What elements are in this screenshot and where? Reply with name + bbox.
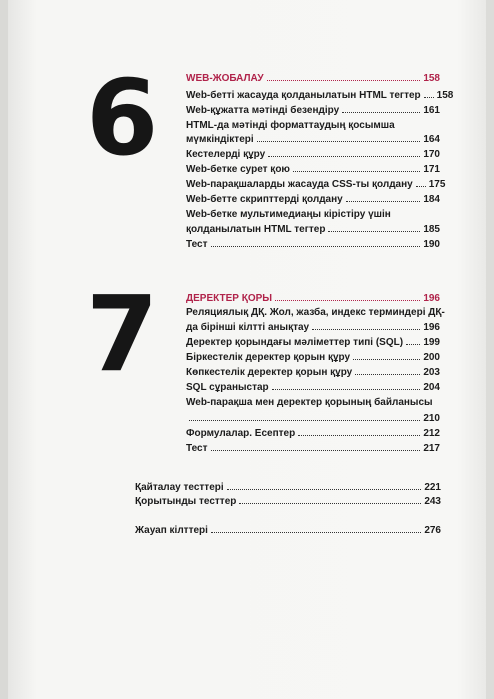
chapter-number-6: 6 xyxy=(86,57,159,179)
toc-entry-page: 210 xyxy=(423,413,440,424)
chapter-7-page: 196 xyxy=(423,293,440,304)
toc-entry-title-line1: Реляциялық ДҚ. Жол, жазба, индекс терминдері ДҚ- xyxy=(186,307,445,318)
toc-entry-page: 204 xyxy=(423,382,440,393)
toc-entry-page: 158 xyxy=(436,90,454,101)
leader-dots xyxy=(298,435,420,436)
leader-dots xyxy=(267,80,421,81)
toc-entry xyxy=(186,239,440,250)
chapter-6-title: WEB-ЖОБАЛАУ xyxy=(186,73,264,84)
leader-dots xyxy=(211,450,421,451)
toc-entry xyxy=(186,322,440,333)
chapter-7-title: ДЕРЕКТЕР ҚОРЫ xyxy=(186,293,273,304)
toc-entry-page: 170 xyxy=(423,149,440,160)
toc-entry xyxy=(186,337,440,348)
toc-entry-page: 184 xyxy=(423,194,440,205)
toc-entry xyxy=(186,413,440,424)
appendix-entry xyxy=(135,496,441,507)
appendix-entry-title: Жауап кілттері xyxy=(135,525,208,536)
toc-entry xyxy=(186,224,440,235)
toc-entry-page: 171 xyxy=(423,164,440,175)
toc-entry-title: Тест xyxy=(186,443,208,454)
toc-entry-title-line1: Web-бетке мультимедиаңы кірістіру үшін xyxy=(186,209,391,220)
chapter-6-page: 158 xyxy=(423,73,440,84)
toc-entry-title: Web-бетте скрипттерді қолдану xyxy=(186,194,343,205)
toc-entry xyxy=(186,194,440,205)
toc-entry-title: қолданылатын HTML тегтер xyxy=(186,224,326,235)
leader-dots xyxy=(355,374,420,375)
toc-entry-page: 199 xyxy=(423,337,440,348)
appendix-entry-page: 243 xyxy=(424,496,441,507)
toc-entry-title: мүмкіндіктері xyxy=(186,134,254,145)
leader-dots xyxy=(353,359,420,360)
appendix-entry-page: 221 xyxy=(424,482,441,493)
toc-entry-page: 217 xyxy=(423,443,440,454)
toc-entry-page: 200 xyxy=(423,352,440,363)
appendix-entry-page: 276 xyxy=(424,525,441,536)
appendix-entry xyxy=(135,482,441,493)
toc-entry xyxy=(186,443,440,454)
toc-entry-title-line1: HTML-да мәтінді форматтаудың қосымша xyxy=(186,120,395,131)
toc-entry xyxy=(186,428,440,439)
toc-entry xyxy=(186,164,440,175)
toc-entry xyxy=(186,105,440,116)
toc-entry-page: 185 xyxy=(423,224,440,235)
toc-entry-title: Көпкестелік деректер қорын құру xyxy=(186,367,353,378)
toc-entry-title: Кестелерді құру xyxy=(186,149,266,160)
toc-entry xyxy=(186,352,440,363)
toc-entry-title: Деректер қорындағы мәліметтер типі (SQL) xyxy=(186,337,404,348)
toc-entry-title: Формулалар. Есептер xyxy=(186,428,296,439)
chapter-number-7: 7 xyxy=(86,273,159,395)
leader-dots xyxy=(272,389,421,390)
chapter-7-heading xyxy=(186,293,440,304)
toc-entry-page: 196 xyxy=(423,322,440,333)
leader-dots xyxy=(211,532,421,533)
appendix-entry xyxy=(135,525,441,536)
toc-entry-page: 175 xyxy=(428,179,446,190)
toc-entry-page: 164 xyxy=(423,134,440,145)
leader-dots xyxy=(189,420,420,421)
leader-dots xyxy=(227,489,422,490)
leader-dots xyxy=(312,329,420,330)
toc-entry-title: Тест xyxy=(186,239,208,250)
appendix-entry-title: Қайталау тесттері xyxy=(135,482,224,493)
page-shadow-left xyxy=(0,0,8,699)
leader-dots xyxy=(211,246,421,247)
page-shadow-right xyxy=(486,0,494,699)
leader-dots xyxy=(257,141,421,142)
toc-entry-title: SQL сұраныстар xyxy=(186,382,269,393)
toc-entry xyxy=(186,149,440,160)
toc-entry-title: Web-құжатта мәтінді безендіру xyxy=(186,105,340,116)
toc-entry-title: Біркестелік деректер қорын құру xyxy=(186,352,351,363)
chapter-6-heading xyxy=(186,73,440,84)
toc-entry xyxy=(186,382,440,393)
leader-dots xyxy=(342,112,420,113)
toc-entry-page: 203 xyxy=(423,367,440,378)
leader-dots xyxy=(293,171,420,172)
leader-dots xyxy=(346,201,421,202)
toc-entry-page: 161 xyxy=(423,105,440,116)
toc-entry xyxy=(186,134,440,145)
leader-dots xyxy=(416,186,426,187)
toc-entry-title: Web-бетті жасауда қолданылатын HTML тегтер xyxy=(186,90,421,101)
toc-entry xyxy=(186,367,440,378)
toc-entry-page: 190 xyxy=(423,239,440,250)
leader-dots xyxy=(275,300,420,301)
leader-dots xyxy=(406,344,420,345)
leader-dots xyxy=(424,97,434,98)
toc-entry-title: да бірінші кілтті анықтау xyxy=(186,322,310,333)
toc-entry-title: Web-бетке сурет қою xyxy=(186,164,290,175)
toc-entry-title-line1: Web-парақша мен деректер қорының байланысы xyxy=(186,397,433,408)
toc-entry-page: 212 xyxy=(423,428,440,439)
appendix-entry-title: Қорытынды тесттер xyxy=(135,496,237,507)
toc-entry-title: Web-парақшаларды жасауда CSS-ты қолдану xyxy=(186,179,413,190)
leader-dots xyxy=(268,156,420,157)
leader-dots xyxy=(328,231,420,232)
toc-entry xyxy=(186,90,454,101)
leader-dots xyxy=(239,503,421,504)
toc-entry xyxy=(186,179,446,190)
